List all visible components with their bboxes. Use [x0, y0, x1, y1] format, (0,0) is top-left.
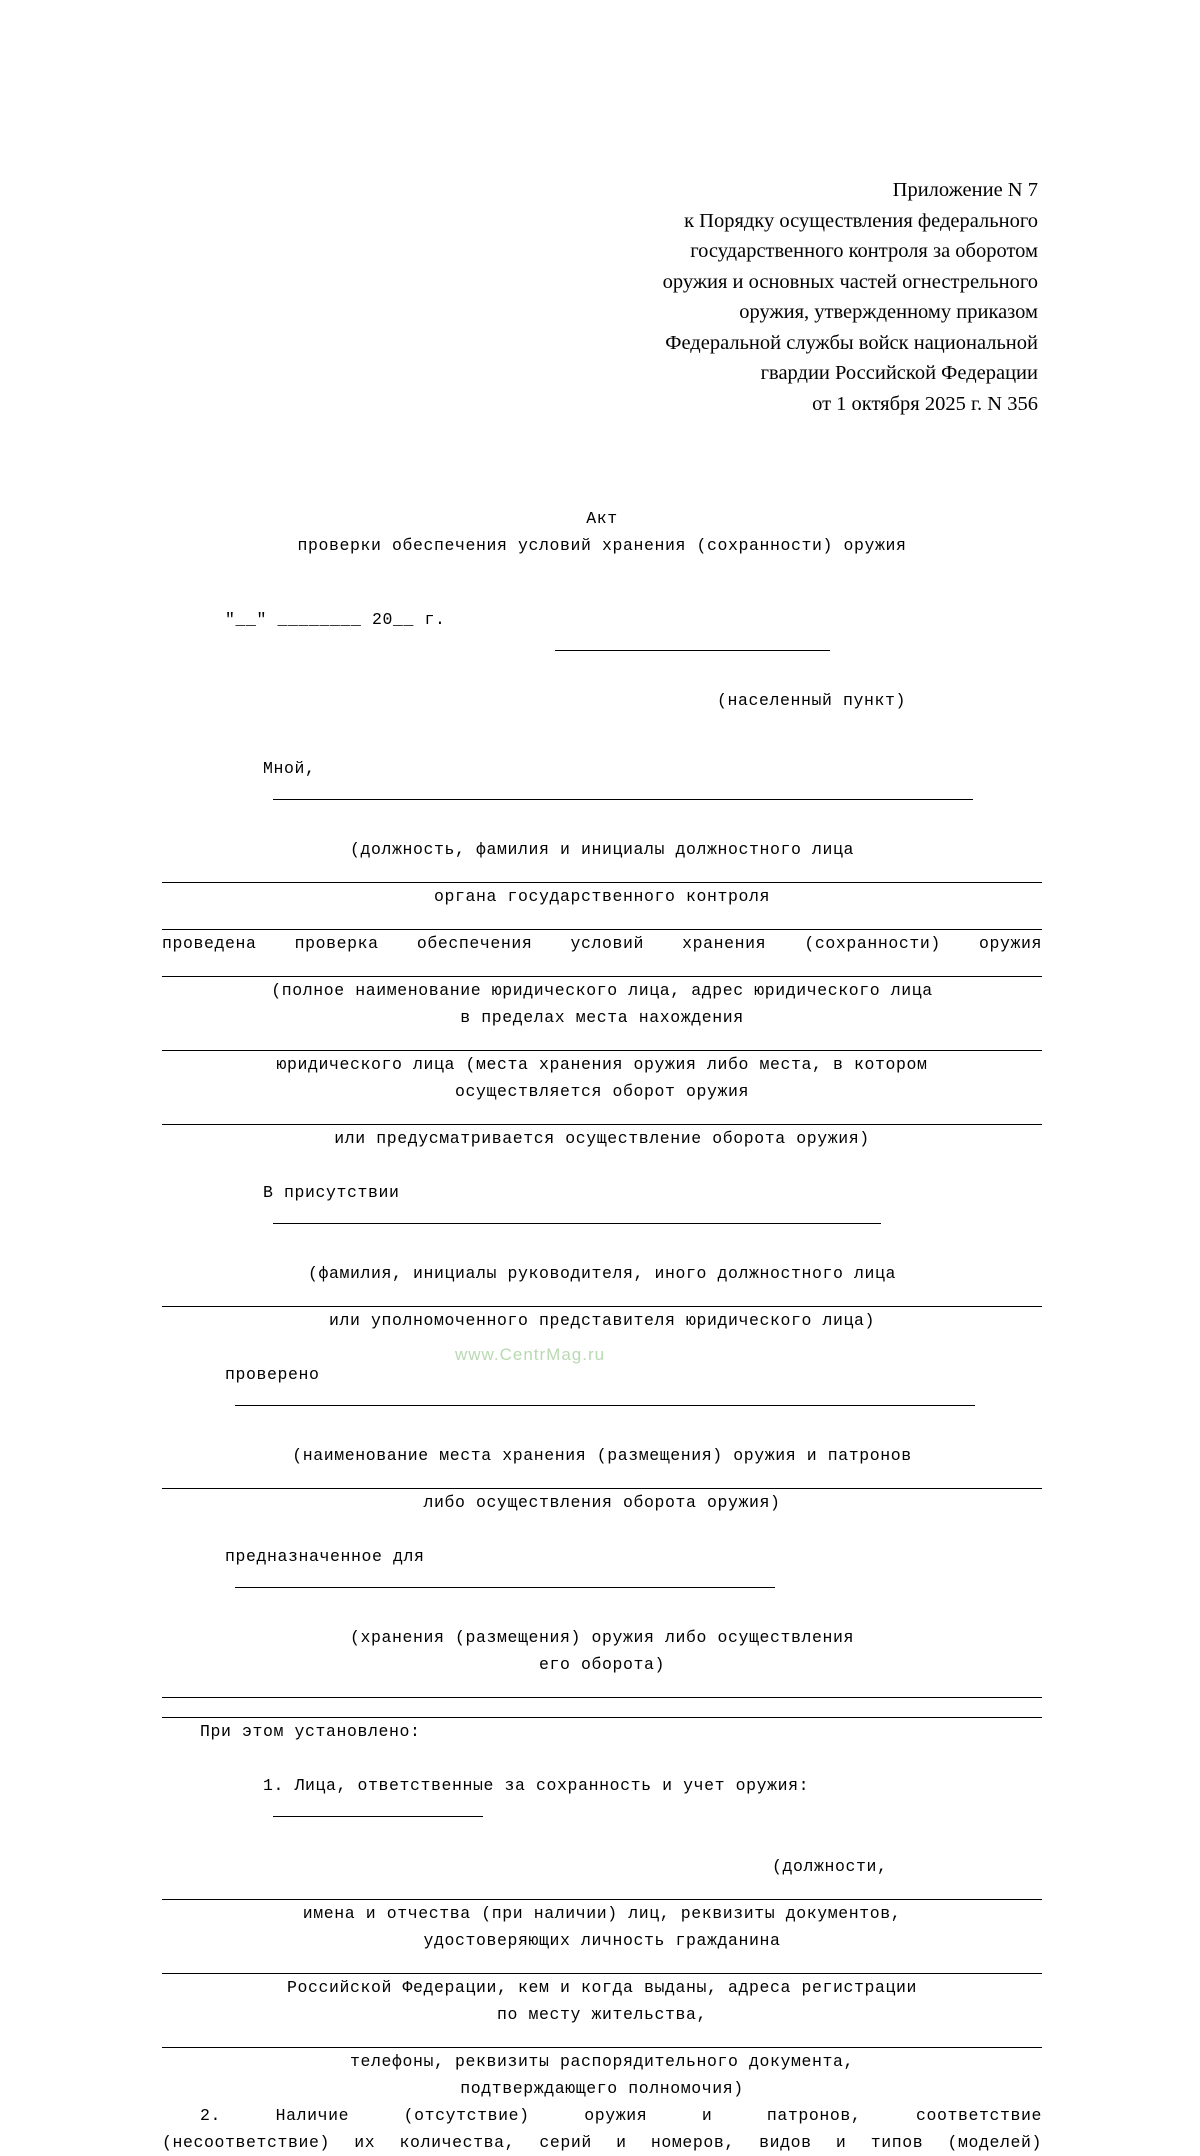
item1-field-4[interactable] [162, 2028, 1042, 2048]
date-row [162, 579, 1042, 687]
official-field-2[interactable] [162, 863, 1042, 883]
presence-caption-1: (фамилия, инициалы руководителя, иного должностного лица [307, 1264, 897, 1283]
intended-caption-1: (хранения (размещения) оружия либо осуществления [349, 1628, 855, 1647]
date-placeholder[interactable]: "__" ________ 20__ г. [225, 610, 446, 629]
presence-caption-2: или уполномоченного представителя юридического лица) [328, 1311, 876, 1330]
entity-field-2[interactable] [162, 1031, 1042, 1051]
entity-field-1[interactable] [162, 957, 1042, 977]
inspection-sentence: проведена проверка обеспечения условий хранения (сохранности) оружия [162, 934, 1042, 953]
header-line-1: Приложение N 7 [892, 179, 1038, 201]
watermark: www.CentrMag.ru [455, 1345, 606, 1364]
intended-caption-2: его оборота) [538, 1655, 666, 1674]
intended-field-2[interactable] [162, 1678, 1042, 1698]
entity-caption-3: юридического лица (места хранения оружия либо места, в котором [276, 1055, 928, 1074]
document-title: Акт [586, 509, 618, 528]
storage-field-2[interactable] [162, 1469, 1042, 1489]
header-line-5: оружия, утвержденному приказом [739, 301, 1038, 323]
document-body [162, 505, 1042, 2156]
official-caption-1: (должность, фамилия и инициалы должностного лица [349, 840, 855, 859]
item1-field-3[interactable] [162, 1954, 1042, 1974]
entity-caption-1: (полное наименование юридического лица, адрес юридического лица [271, 981, 933, 1000]
presence-field[interactable] [273, 1206, 881, 1224]
official-field[interactable] [273, 782, 973, 800]
entity-field-3[interactable] [162, 1105, 1042, 1125]
settlement-caption: (населенный пункт) [717, 691, 907, 710]
intended-label: предназначенное для [225, 1547, 425, 1566]
by-me-label: Мной, [263, 759, 316, 778]
checked-label: проверено [225, 1365, 320, 1384]
item2-line-2: (несоответствие) их количества, серий и номеров, видов и типов (моделей) [162, 2133, 1042, 2152]
item1-caption-1: (должности, [772, 1857, 888, 1876]
item1-caption-6: телефоны, реквизиты распорядительного документа, [349, 2052, 855, 2071]
storage-caption-2: либо осуществления оборота оружия) [423, 1493, 781, 1512]
document-subtitle: проверки обеспечения условий хранения (сохранности) оружия [297, 536, 907, 555]
presence-row [162, 1152, 1042, 1260]
header-line-4: оружия и основных частей огнестрельного [662, 270, 1038, 293]
settlement-field[interactable] [555, 633, 830, 651]
item1-caption-4: Российской Федерации, кем и когда выданы, адреса регистрации [286, 1978, 918, 1997]
presence-label: В присутствии [263, 1183, 400, 1202]
item1-row [162, 1745, 1042, 1853]
by-me-row [162, 728, 1042, 836]
header-line-7: гвардии Российской Федерации [760, 362, 1038, 384]
official-caption-2: органа государственного контроля [433, 887, 771, 906]
item1-field-2[interactable] [162, 1880, 1042, 1900]
intended-field[interactable] [235, 1570, 775, 1588]
header-line-6: Федеральной службы войск национальной [665, 331, 1038, 354]
item1-caption-5: по месту жительства, [496, 2005, 708, 2024]
header-line-2: к Порядку осуществления федерального [684, 209, 1038, 232]
item1-field[interactable] [273, 1799, 483, 1817]
intended-row [162, 1516, 1042, 1624]
established-label: При этом установлено: [200, 1722, 421, 1741]
presence-field-2[interactable] [162, 1287, 1042, 1307]
header-line-8: от 1 октября 2025 г. N 356 [812, 392, 1038, 415]
intended-field-3[interactable] [162, 1698, 1042, 1718]
item1-caption-7: подтверждающего полномочия) [460, 2079, 744, 2098]
item1-caption-2: имена и отчества (при наличии) лиц, реквизиты документов, [302, 1904, 902, 1923]
entity-caption-4: осуществляется оборот оружия [454, 1082, 750, 1101]
item1-caption-3: удостоверяющих личность гражданина [423, 1931, 781, 1950]
entity-caption-5: или предусматривается осуществление оборота оружия) [334, 1129, 870, 1148]
checked-field[interactable] [235, 1388, 975, 1406]
header-line-3: государственного контроля за оборотом [690, 240, 1038, 262]
document-header [578, 175, 1038, 419]
item2-line-1: 2. Наличие (отсутствие) оружия и патронов, соответствие [200, 2106, 1042, 2125]
official-field-3[interactable] [162, 910, 1042, 930]
item1-label: 1. Лица, ответственные за сохранность и учет оружия: [263, 1776, 810, 1795]
storage-caption-1: (наименование места хранения (размещения) оружия и патронов [292, 1446, 912, 1465]
entity-caption-2: в пределах места нахождения [460, 1008, 744, 1027]
